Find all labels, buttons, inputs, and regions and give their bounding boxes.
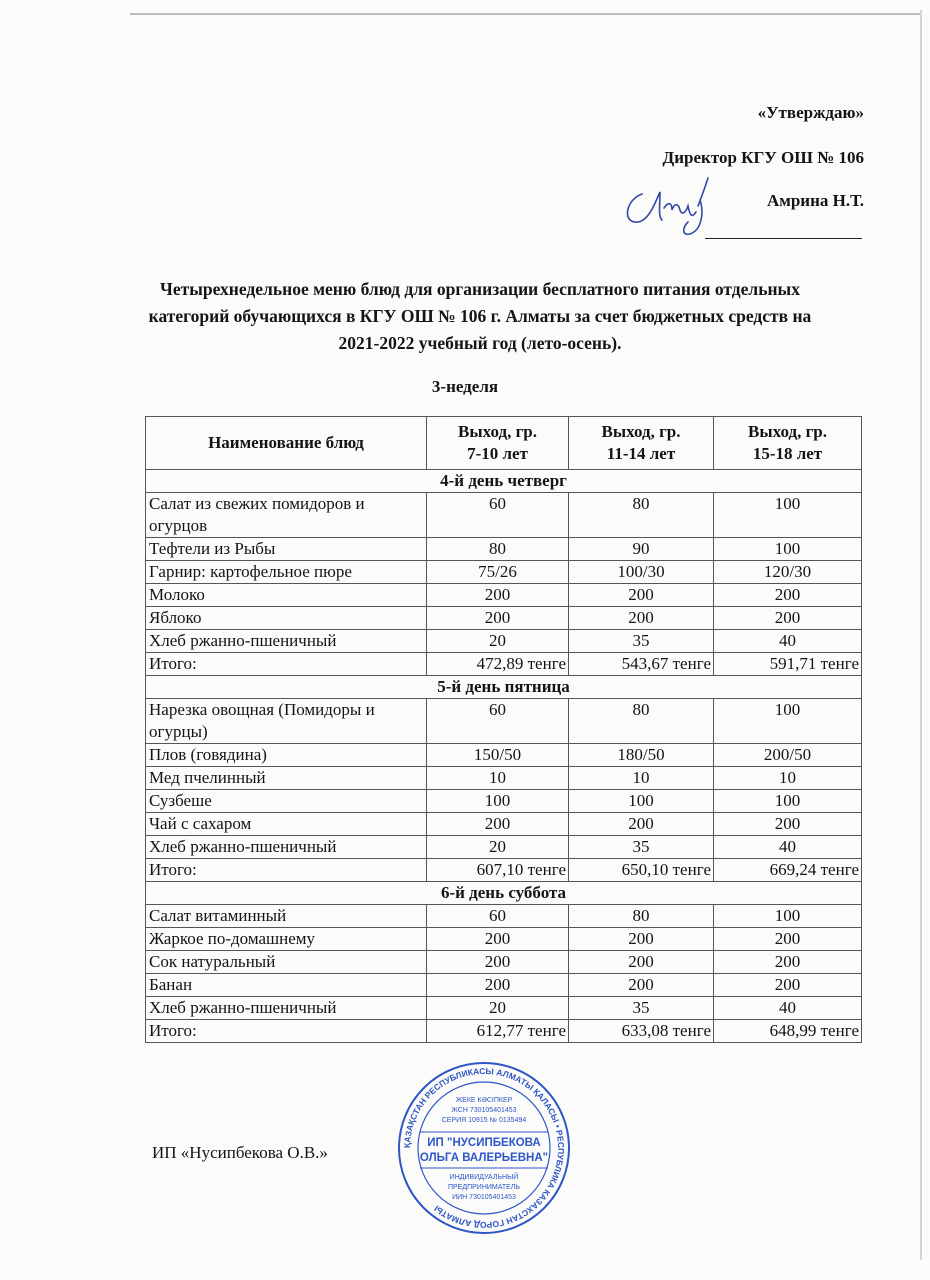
- portion-weight: 200: [427, 974, 569, 997]
- svg-text:СЕРИЯ 10915 № 0135494: СЕРИЯ 10915 № 0135494: [441, 1117, 527, 1124]
- portion-weight: 200/50: [714, 744, 862, 767]
- dish-name: Сок натуральный: [146, 951, 427, 974]
- dish-row: [146, 699, 862, 744]
- total-row: [146, 653, 862, 676]
- portion-weight: 200: [427, 951, 569, 974]
- dish-name: Хлеб ржанно-пшеничный: [146, 836, 427, 859]
- total-cost: 612,77 тенге: [427, 1020, 569, 1043]
- portion-weight: 200: [714, 928, 862, 951]
- dish-row: [146, 538, 862, 561]
- total-label: Итого:: [146, 653, 427, 676]
- day-header-row: [146, 882, 862, 905]
- day-label: 4-й день четверг: [146, 470, 862, 493]
- dish-row: [146, 813, 862, 836]
- portion-weight: 90: [569, 538, 714, 561]
- portion-weight: 200: [714, 951, 862, 974]
- portion-weight: 200: [714, 813, 862, 836]
- dish-row: [146, 584, 862, 607]
- portion-weight: 60: [427, 493, 569, 538]
- header-age-7-10: Выход, гр. 7-10 лет: [427, 417, 569, 470]
- signature-line: [705, 238, 862, 239]
- dish-row: [146, 905, 862, 928]
- page-edge-top: [130, 13, 920, 15]
- total-row: [146, 859, 862, 882]
- day-label: 5-й день пятница: [146, 676, 862, 699]
- day-header-row: [146, 676, 862, 699]
- portion-weight: 40: [714, 630, 862, 653]
- portion-weight: 150/50: [427, 744, 569, 767]
- dish-row: [146, 836, 862, 859]
- total-cost: 650,10 тенге: [569, 859, 714, 882]
- portion-weight: 35: [569, 997, 714, 1020]
- svg-text:ЖЕКЕ КӘСІПКЕР: ЖЕКЕ КӘСІПКЕР: [455, 1097, 513, 1104]
- header-age-11-14: Выход, гр. 11-14 лет: [569, 417, 714, 470]
- dish-row: [146, 767, 862, 790]
- portion-weight: 60: [427, 699, 569, 744]
- total-label: Итого:: [146, 1020, 427, 1043]
- dish-name: Чай с сахаром: [146, 813, 427, 836]
- dish-row: [146, 561, 862, 584]
- dish-name: Хлеб ржанно-пшеничный: [146, 630, 427, 653]
- total-cost: 648,99 тенге: [714, 1020, 862, 1043]
- dish-row: [146, 951, 862, 974]
- portion-weight: 80: [427, 538, 569, 561]
- dish-name: Банан: [146, 974, 427, 997]
- total-label: Итого:: [146, 859, 427, 882]
- company-stamp: [396, 1060, 572, 1236]
- document-title: Четырехнедельное меню блюд для организации бесплатного питания отдельных категорий обучающихся в КГУ ОШ № 106 г. Алматы за счет бюджетных средств на 2021-2022 учебный год (лето-осень).: [148, 279, 812, 353]
- portion-weight: 100: [714, 699, 862, 744]
- portion-weight: 200: [714, 584, 862, 607]
- svg-text:ОЛЬГА ВАЛЕРЬЕВНА": ОЛЬГА ВАЛЕРЬЕВНА": [419, 1152, 549, 1164]
- svg-text:ҚАЗАҚСТАН РЕСПУБЛИКАСЫ АЛМАТЫ: ҚАЗАҚСТАН РЕСПУБЛИКАСЫ АЛМАТЫ ҚАЛАСЫ • РЕСПУБЛИКА КАЗАХСТАН ГОРОД АЛМАТЫ: [401, 1065, 567, 1231]
- portion-weight: 200: [569, 928, 714, 951]
- total-cost: 591,71 тенге: [714, 653, 862, 676]
- portion-weight: 100: [714, 493, 862, 538]
- dish-name: Жаркое по-домашнему: [146, 928, 427, 951]
- total-cost: 543,67 тенге: [569, 653, 714, 676]
- table-header-row: [146, 417, 862, 470]
- header-dish-name: Наименование блюд: [146, 417, 427, 470]
- portion-weight: 80: [569, 905, 714, 928]
- portion-weight: 40: [714, 997, 862, 1020]
- dish-name: Мед пчелинный: [146, 767, 427, 790]
- portion-weight: 120/30: [714, 561, 862, 584]
- dish-name: Тефтели из Рыбы: [146, 538, 427, 561]
- portion-weight: 200: [714, 607, 862, 630]
- dish-row: [146, 790, 862, 813]
- total-cost: 633,08 тенге: [569, 1020, 714, 1043]
- portion-weight: 100/30: [569, 561, 714, 584]
- portion-weight: 200: [569, 951, 714, 974]
- total-cost: 472,89 тенге: [427, 653, 569, 676]
- director-signature: [620, 172, 730, 242]
- portion-weight: 75/26: [427, 561, 569, 584]
- portion-weight: 200: [569, 813, 714, 836]
- dish-row: [146, 744, 862, 767]
- page-edge-right: [920, 10, 922, 1260]
- portion-weight: 180/50: [569, 744, 714, 767]
- dish-name: Хлеб ржанно-пшеничный: [146, 997, 427, 1020]
- portion-weight: 20: [427, 630, 569, 653]
- portion-weight: 80: [569, 699, 714, 744]
- portion-weight: 10: [427, 767, 569, 790]
- dish-name: Плов (говядина): [146, 744, 427, 767]
- approval-name: Амрина Н.Т.: [766, 191, 864, 210]
- dish-row: [146, 630, 862, 653]
- approval-position: Директор КГУ ОШ № 106: [662, 148, 864, 167]
- portion-weight: 10: [569, 767, 714, 790]
- portion-weight: 60: [427, 905, 569, 928]
- header-age-15-18: Выход, гр. 15-18 лет: [714, 417, 862, 470]
- approval-heading: «Утверждаю»: [757, 103, 864, 122]
- portion-weight: 200: [427, 584, 569, 607]
- portion-weight: 200: [714, 974, 862, 997]
- portion-weight: 100: [427, 790, 569, 813]
- dish-row: [146, 493, 862, 538]
- total-row: [146, 1020, 862, 1043]
- dish-name: Салат витаминный: [146, 905, 427, 928]
- portion-weight: 100: [714, 905, 862, 928]
- portion-weight: 20: [427, 997, 569, 1020]
- portion-weight: 200: [569, 584, 714, 607]
- dish-row: [146, 607, 862, 630]
- week-label: 3-неделя: [431, 377, 499, 396]
- portion-weight: 200: [427, 607, 569, 630]
- total-cost: 669,24 тенге: [714, 859, 862, 882]
- day-header-row: [146, 470, 862, 493]
- portion-weight: 35: [569, 836, 714, 859]
- total-cost: 607,10 тенге: [427, 859, 569, 882]
- day-label: 6-й день суббота: [146, 882, 862, 905]
- portion-weight: 200: [427, 813, 569, 836]
- portion-weight: 40: [714, 836, 862, 859]
- dish-name: Сузбеше: [146, 790, 427, 813]
- portion-weight: 200: [427, 928, 569, 951]
- dish-name: Салат из свежих помидоров и огурцов: [146, 493, 427, 538]
- dish-row: [146, 928, 862, 951]
- svg-text:ИНДИВИДУАЛЬНЫЙ: ИНДИВИДУАЛЬНЫЙ: [449, 1174, 519, 1181]
- svg-text:ПРЕДПРИНИМАТЕЛЬ: ПРЕДПРИНИМАТЕЛЬ: [447, 1184, 521, 1191]
- portion-weight: 10: [714, 767, 862, 790]
- dish-row: [146, 974, 862, 997]
- portion-weight: 80: [569, 493, 714, 538]
- dish-row: [146, 997, 862, 1020]
- portion-weight: 200: [569, 974, 714, 997]
- svg-text:ИП "НУСИПБЕКОВА: ИП "НУСИПБЕКОВА: [427, 1137, 541, 1149]
- portion-weight: 100: [714, 538, 862, 561]
- svg-text:ИИН 730105401453: ИИН 730105401453: [452, 1194, 516, 1201]
- portion-weight: 200: [569, 607, 714, 630]
- svg-text:ЖСН 730105401453: ЖСН 730105401453: [451, 1107, 517, 1114]
- dish-name: Гарнир: картофельное пюре: [146, 561, 427, 584]
- dish-name: Яблоко: [146, 607, 427, 630]
- portion-weight: 100: [569, 790, 714, 813]
- dish-name: Нарезка овощная (Помидоры и огурцы): [146, 699, 427, 744]
- portion-weight: 100: [714, 790, 862, 813]
- entrepreneur-signature-label: ИП «Нусипбекова О.В.»: [152, 1143, 328, 1162]
- dish-name: Молоко: [146, 584, 427, 607]
- menu-table: [145, 416, 862, 1043]
- portion-weight: 20: [427, 836, 569, 859]
- portion-weight: 35: [569, 630, 714, 653]
